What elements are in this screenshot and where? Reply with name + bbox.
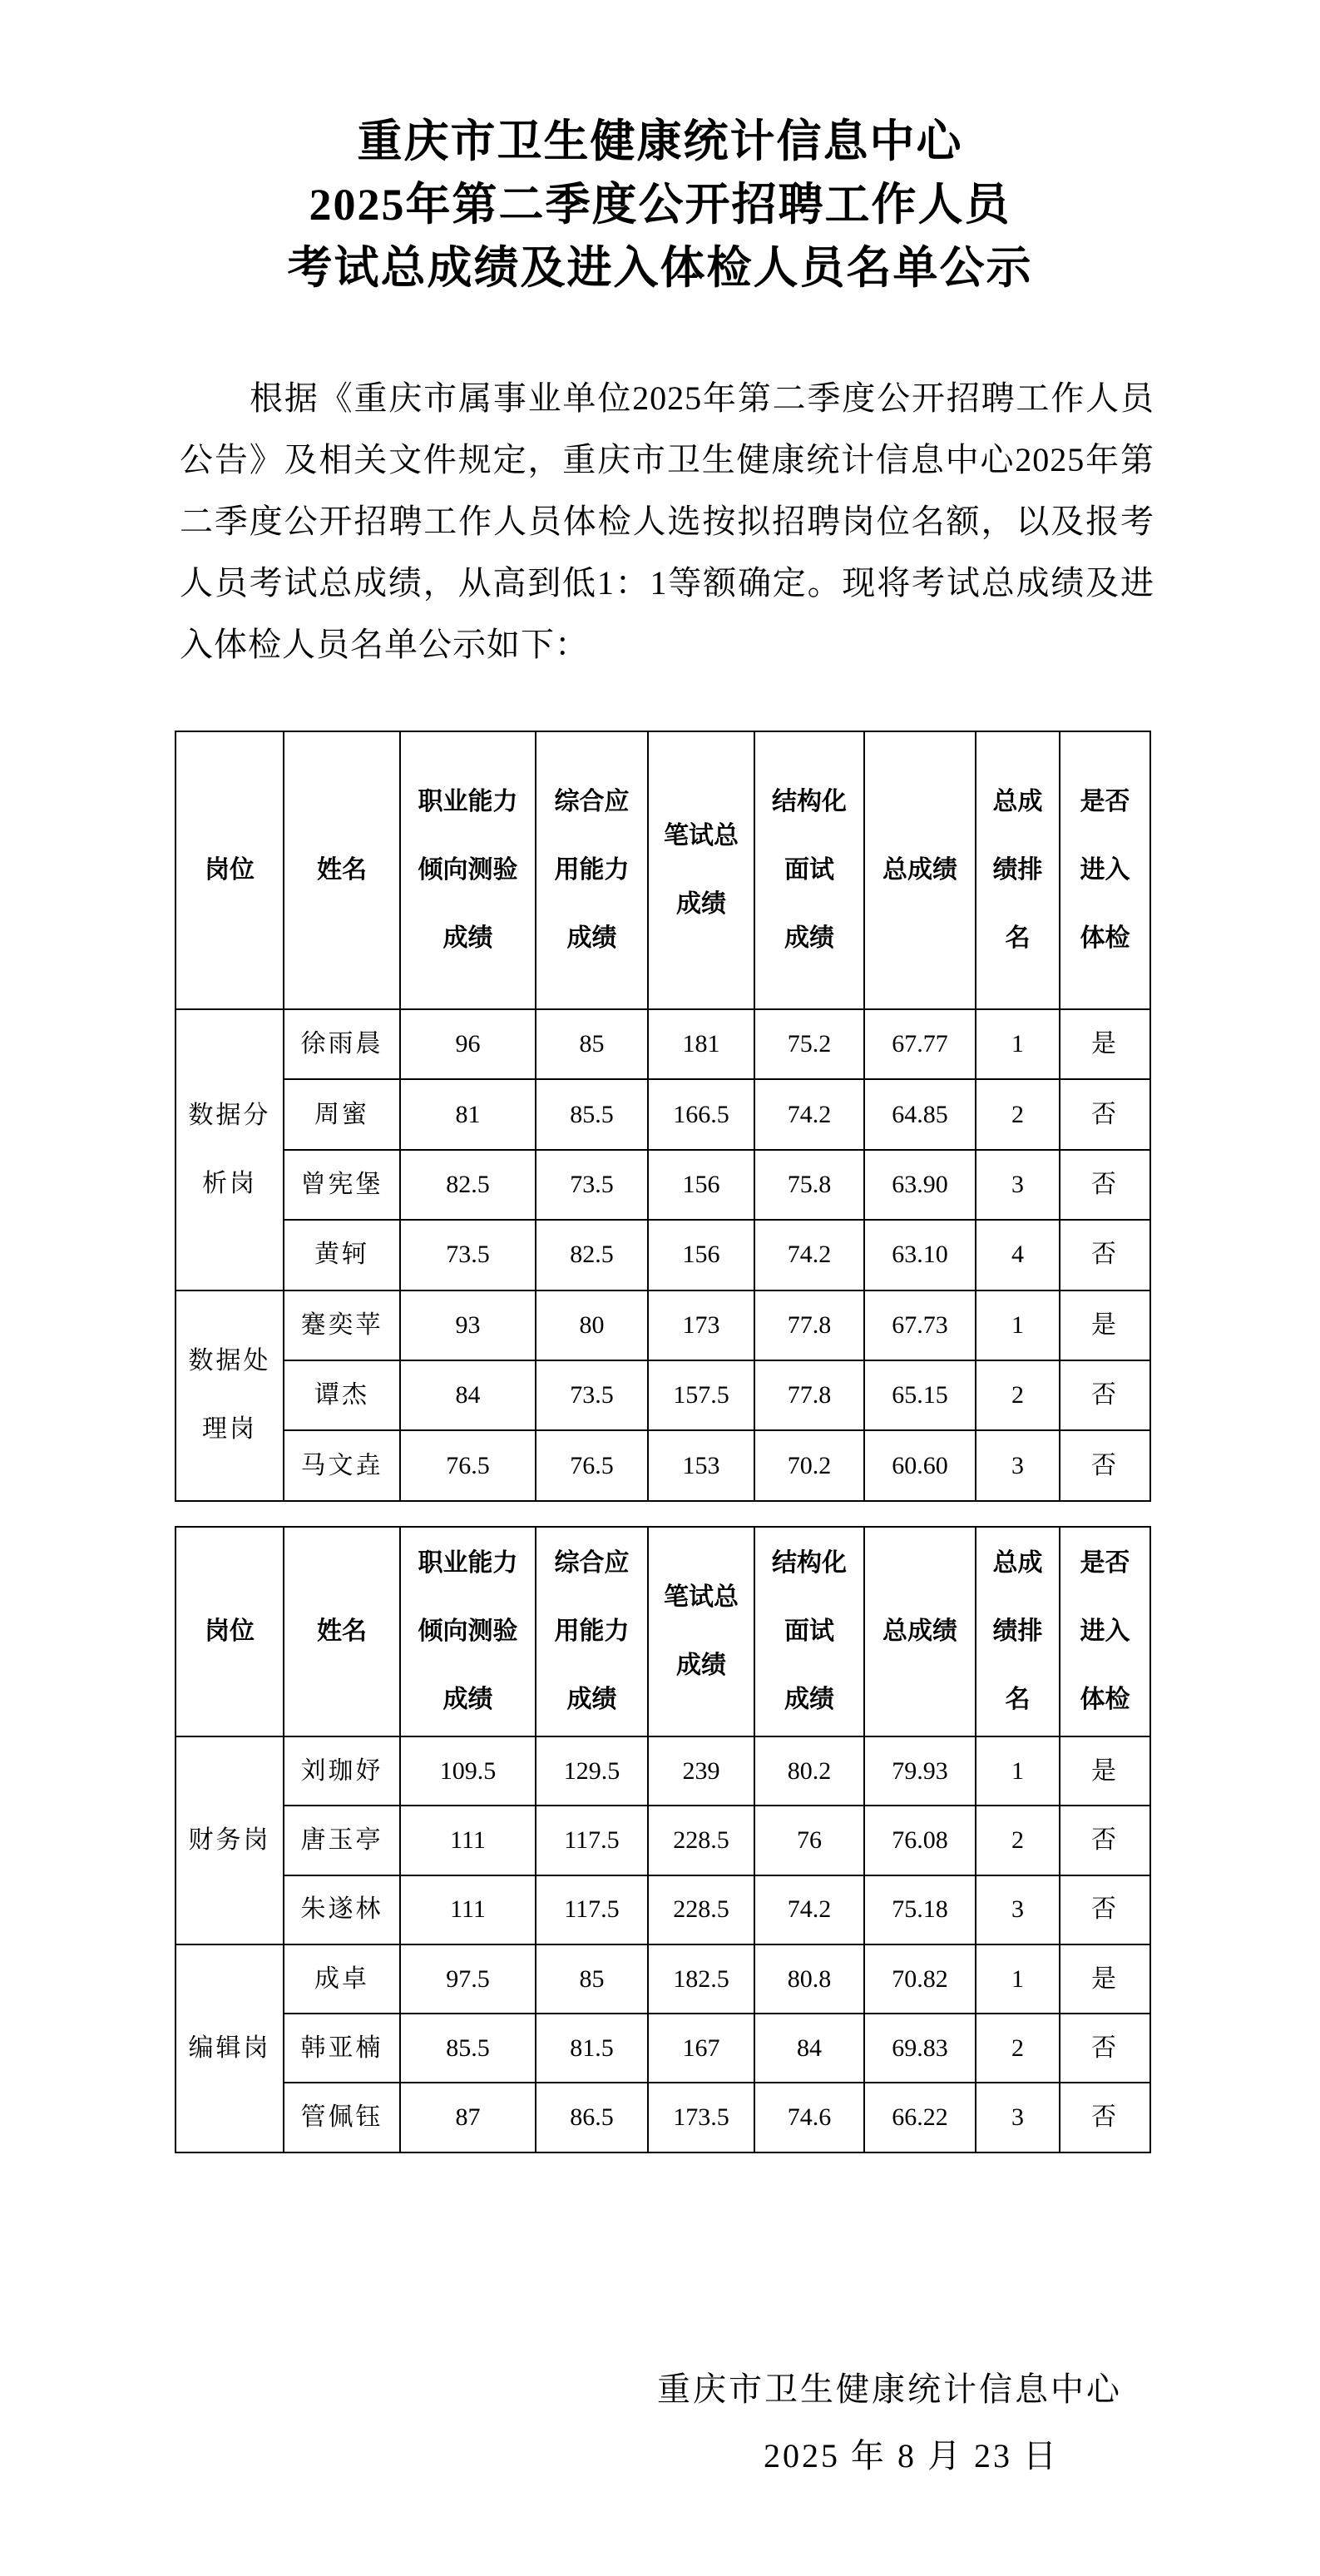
rank: 1 <box>976 1009 1060 1079</box>
aptitude-score: 76.5 <box>400 1430 536 1500</box>
column-header-line: 总成绩 <box>882 1617 957 1645</box>
total-score: 67.77 <box>864 1009 976 1079</box>
table-row <box>176 1290 1150 1360</box>
column-header <box>648 731 754 1009</box>
candidate-name: 曾宪堡 <box>284 1150 400 1220</box>
interview-score: 74.2 <box>754 1220 864 1290</box>
column-header-line: 结构化 <box>772 1549 847 1577</box>
post-label-line: 理岗 <box>202 1415 257 1444</box>
comprehensive-score: 82.5 <box>536 1220 648 1290</box>
written-total: 156 <box>648 1150 754 1220</box>
column-header <box>864 1527 976 1736</box>
aptitude-score: 111 <box>400 1875 536 1944</box>
table-row <box>176 1220 1150 1290</box>
aptitude-score: 93 <box>400 1290 536 1360</box>
table-row <box>176 2014 1150 2083</box>
total-score: 79.93 <box>864 1736 976 1806</box>
table-row <box>176 1009 1150 1079</box>
total-score: 69.83 <box>864 2014 976 2083</box>
comprehensive-score: 85 <box>536 1009 648 1079</box>
column-header-line: 岗位 <box>205 1617 255 1645</box>
total-score: 63.90 <box>864 1150 976 1220</box>
total-score: 63.10 <box>864 1220 976 1290</box>
table-row <box>176 1079 1150 1149</box>
table-header-row <box>176 731 1150 1009</box>
title-line-2: 2025年第二季度公开招聘工作人员 <box>309 180 1011 230</box>
column-header-line: 体检 <box>1080 924 1130 952</box>
column-header-line: 总成绩 <box>882 856 957 884</box>
total-score: 70.82 <box>864 1944 976 2014</box>
interview-score: 77.8 <box>754 1290 864 1360</box>
written-total: 181 <box>648 1009 754 1079</box>
column-header-line: 职业能力 <box>418 1549 518 1577</box>
written-total: 167 <box>648 2014 754 2083</box>
column-header-line: 姓名 <box>317 1617 367 1645</box>
written-total: 166.5 <box>648 1079 754 1149</box>
column-header <box>400 731 536 1009</box>
rank: 3 <box>976 1430 1060 1500</box>
physical-exam-status: 是 <box>1060 1009 1150 1079</box>
physical-exam-status: 否 <box>1060 1360 1150 1430</box>
interview-score: 80.8 <box>754 1944 864 2014</box>
written-total: 173 <box>648 1290 754 1360</box>
rank: 2 <box>976 2014 1060 2083</box>
scores-table-1 <box>175 731 1151 1502</box>
post-label-line: 数据分 <box>188 1101 271 1129</box>
column-header-line: 体检 <box>1080 1686 1130 1713</box>
table-row <box>176 1430 1150 1500</box>
post-cell <box>176 1009 284 1290</box>
column-header-line: 进入 <box>1080 1617 1130 1645</box>
table-row <box>176 1360 1150 1430</box>
column-header <box>400 1527 536 1736</box>
column-header-line: 进入 <box>1080 856 1130 884</box>
column-header <box>754 731 864 1009</box>
interview-score: 74.2 <box>754 1079 864 1149</box>
column-header-line: 名 <box>1005 924 1031 952</box>
post-label-line: 财务岗 <box>188 1825 271 1854</box>
candidate-name: 成卓 <box>284 1944 400 2014</box>
column-header-line: 成绩 <box>566 1686 617 1713</box>
total-score: 75.18 <box>864 1875 976 1944</box>
comprehensive-score: 129.5 <box>536 1736 648 1806</box>
candidate-name: 蹇奕苹 <box>284 1290 400 1360</box>
physical-exam-status: 否 <box>1060 1806 1150 1875</box>
column-header-line: 面试 <box>784 856 834 884</box>
column-header-line: 成绩 <box>784 1686 834 1713</box>
physical-exam-status: 否 <box>1060 1220 1150 1290</box>
column-header-line: 是否 <box>1080 1549 1130 1577</box>
post-cell <box>176 1736 284 1944</box>
column-header-line: 笔试总 <box>664 822 739 850</box>
rank: 1 <box>976 1290 1060 1360</box>
column-header-line: 成绩 <box>676 890 726 918</box>
signing-date: 2025 年 8 月 23 日 <box>764 2437 1059 2474</box>
column-header-line: 名 <box>1005 1686 1031 1713</box>
table-body <box>176 1009 1150 1501</box>
intro-paragraph: 根据《重庆市属事业单位2025年第二季度公开招聘工作人员公告》及相关文件规定，重庆市卫生健康统计信息中心2025年第二季度公开招聘工作人员体检人选按拟招聘岗位名额，以及报考人员考试总成绩，从高到低1：1等额确定。现将考试总成绩及进入体检人员名单公示如下： <box>180 379 1154 663</box>
total-score: 65.15 <box>864 1360 976 1430</box>
post-label-line: 数据处 <box>188 1347 271 1375</box>
table-row <box>176 1875 1150 1944</box>
candidate-name: 周蜜 <box>284 1079 400 1149</box>
comprehensive-score: 117.5 <box>536 1806 648 1875</box>
candidate-name: 马文垚 <box>284 1430 400 1500</box>
column-header-line: 是否 <box>1080 788 1130 815</box>
column-header-line: 成绩 <box>442 1686 493 1713</box>
table-header-row <box>176 1527 1150 1736</box>
interview-score: 77.8 <box>754 1360 864 1430</box>
comprehensive-score: 85 <box>536 1944 648 2014</box>
aptitude-score: 96 <box>400 1009 536 1079</box>
physical-exam-status: 否 <box>1060 1430 1150 1500</box>
document-title <box>0 110 1320 300</box>
comprehensive-score: 86.5 <box>536 2083 648 2152</box>
column-header-line: 总成 <box>992 1549 1043 1577</box>
candidate-name: 黄轲 <box>284 1220 400 1290</box>
column-header-line: 绩排 <box>992 856 1043 884</box>
column-header-line: 职业能力 <box>418 788 518 815</box>
interview-score: 76 <box>754 1806 864 1875</box>
total-score: 67.73 <box>864 1290 976 1360</box>
interview-score: 74.2 <box>754 1875 864 1944</box>
column-header <box>176 731 284 1009</box>
interview-score: 84 <box>754 2014 864 2083</box>
physical-exam-status: 是 <box>1060 1944 1150 2014</box>
title-line-1: 重庆市卫生健康统计信息中心 <box>357 116 963 166</box>
written-total: 228.5 <box>648 1875 754 1944</box>
candidate-name: 唐玉亭 <box>284 1806 400 1875</box>
column-header <box>284 731 400 1009</box>
physical-exam-status: 是 <box>1060 1736 1150 1806</box>
table-row <box>176 1736 1150 1806</box>
physical-exam-status: 否 <box>1060 1150 1150 1220</box>
candidate-name: 徐雨晨 <box>284 1009 400 1079</box>
candidate-name: 朱遂林 <box>284 1875 400 1944</box>
aptitude-score: 85.5 <box>400 2014 536 2083</box>
table-body <box>176 1736 1150 2152</box>
comprehensive-score: 117.5 <box>536 1875 648 1944</box>
written-total: 156 <box>648 1220 754 1290</box>
post-cell <box>176 1290 284 1501</box>
column-header-line: 面试 <box>784 1617 834 1645</box>
post-label-line: 析岗 <box>202 1169 257 1197</box>
aptitude-score: 109.5 <box>400 1736 536 1806</box>
column-header-line: 综合应 <box>554 788 630 815</box>
column-header-line: 姓名 <box>317 856 367 884</box>
rank: 3 <box>976 1875 1060 1944</box>
interview-score: 74.6 <box>754 2083 864 2152</box>
column-header <box>1060 1527 1150 1736</box>
interview-score: 75.8 <box>754 1150 864 1220</box>
rank: 3 <box>976 2083 1060 2152</box>
comprehensive-score: 81.5 <box>536 2014 648 2083</box>
column-header <box>976 1527 1060 1736</box>
column-header <box>1060 731 1150 1009</box>
aptitude-score: 81 <box>400 1079 536 1149</box>
column-header <box>754 1527 864 1736</box>
post-label-line: 编辑岗 <box>188 2034 271 2062</box>
column-header <box>976 731 1060 1009</box>
total-score: 64.85 <box>864 1079 976 1149</box>
scores-table-2 <box>175 1526 1151 2153</box>
written-total: 173.5 <box>648 2083 754 2152</box>
column-header-line: 绩排 <box>992 1617 1043 1645</box>
comprehensive-score: 85.5 <box>536 1079 648 1149</box>
rank: 2 <box>976 1360 1060 1430</box>
physical-exam-status: 否 <box>1060 2014 1150 2083</box>
column-header-line: 成绩 <box>442 924 493 952</box>
written-total: 157.5 <box>648 1360 754 1430</box>
column-header <box>536 1527 648 1736</box>
aptitude-score: 73.5 <box>400 1220 536 1290</box>
table-row <box>176 1944 1150 2014</box>
column-header <box>648 1527 754 1736</box>
aptitude-score: 97.5 <box>400 1944 536 2014</box>
comprehensive-score: 73.5 <box>536 1360 648 1430</box>
table-row <box>176 2083 1150 2152</box>
post-cell <box>176 1944 284 2152</box>
physical-exam-status: 是 <box>1060 1290 1150 1360</box>
total-score: 66.22 <box>864 2083 976 2152</box>
candidate-name: 谭杰 <box>284 1360 400 1430</box>
rank: 1 <box>976 1736 1060 1806</box>
total-score: 60.60 <box>864 1430 976 1500</box>
interview-score: 75.2 <box>754 1009 864 1079</box>
column-header-line: 倾向测验 <box>418 1617 518 1645</box>
column-header-line: 用能力 <box>554 856 630 884</box>
title-line-3: 考试总成绩及进入体检人员名单公示 <box>287 243 1033 293</box>
physical-exam-status: 否 <box>1060 2083 1150 2152</box>
column-header <box>864 731 976 1009</box>
written-total: 239 <box>648 1736 754 1806</box>
interview-score: 80.2 <box>754 1736 864 1806</box>
rank: 4 <box>976 1220 1060 1290</box>
column-header <box>536 731 648 1009</box>
physical-exam-status: 否 <box>1060 1875 1150 1944</box>
candidate-name: 管佩钰 <box>284 2083 400 2152</box>
aptitude-score: 84 <box>400 1360 536 1430</box>
written-total: 182.5 <box>648 1944 754 2014</box>
comprehensive-score: 80 <box>536 1290 648 1360</box>
column-header-line: 成绩 <box>566 924 617 952</box>
column-header-line: 综合应 <box>554 1549 630 1577</box>
column-header-line: 结构化 <box>772 788 847 815</box>
column-header-line: 成绩 <box>784 924 834 952</box>
written-total: 228.5 <box>648 1806 754 1875</box>
table-row <box>176 1150 1150 1220</box>
column-header <box>284 1527 400 1736</box>
written-total: 153 <box>648 1430 754 1500</box>
column-header-line: 总成 <box>992 788 1043 815</box>
rank: 2 <box>976 1806 1060 1875</box>
rank: 1 <box>976 1944 1060 2014</box>
comprehensive-score: 73.5 <box>536 1150 648 1220</box>
rank: 2 <box>976 1079 1060 1149</box>
aptitude-score: 82.5 <box>400 1150 536 1220</box>
column-header-line: 倾向测验 <box>418 856 518 884</box>
candidate-name: 韩亚楠 <box>284 2014 400 2083</box>
column-header-line: 岗位 <box>205 856 255 884</box>
column-header-line: 笔试总 <box>664 1583 739 1611</box>
interview-score: 70.2 <box>754 1430 864 1500</box>
comprehensive-score: 76.5 <box>536 1430 648 1500</box>
physical-exam-status: 否 <box>1060 1079 1150 1149</box>
signing-organization: 重庆市卫生健康统计信息中心 <box>657 2370 1122 2408</box>
aptitude-score: 111 <box>400 1806 536 1875</box>
total-score: 76.08 <box>864 1806 976 1875</box>
column-header-line: 用能力 <box>554 1617 630 1645</box>
candidate-name: 刘珈妤 <box>284 1736 400 1806</box>
column-header-line: 成绩 <box>676 1652 726 1679</box>
signature-block <box>657 2356 1123 2489</box>
aptitude-score: 87 <box>400 2083 536 2152</box>
rank: 3 <box>976 1150 1060 1220</box>
column-header <box>176 1527 284 1736</box>
table-row <box>176 1806 1150 1875</box>
